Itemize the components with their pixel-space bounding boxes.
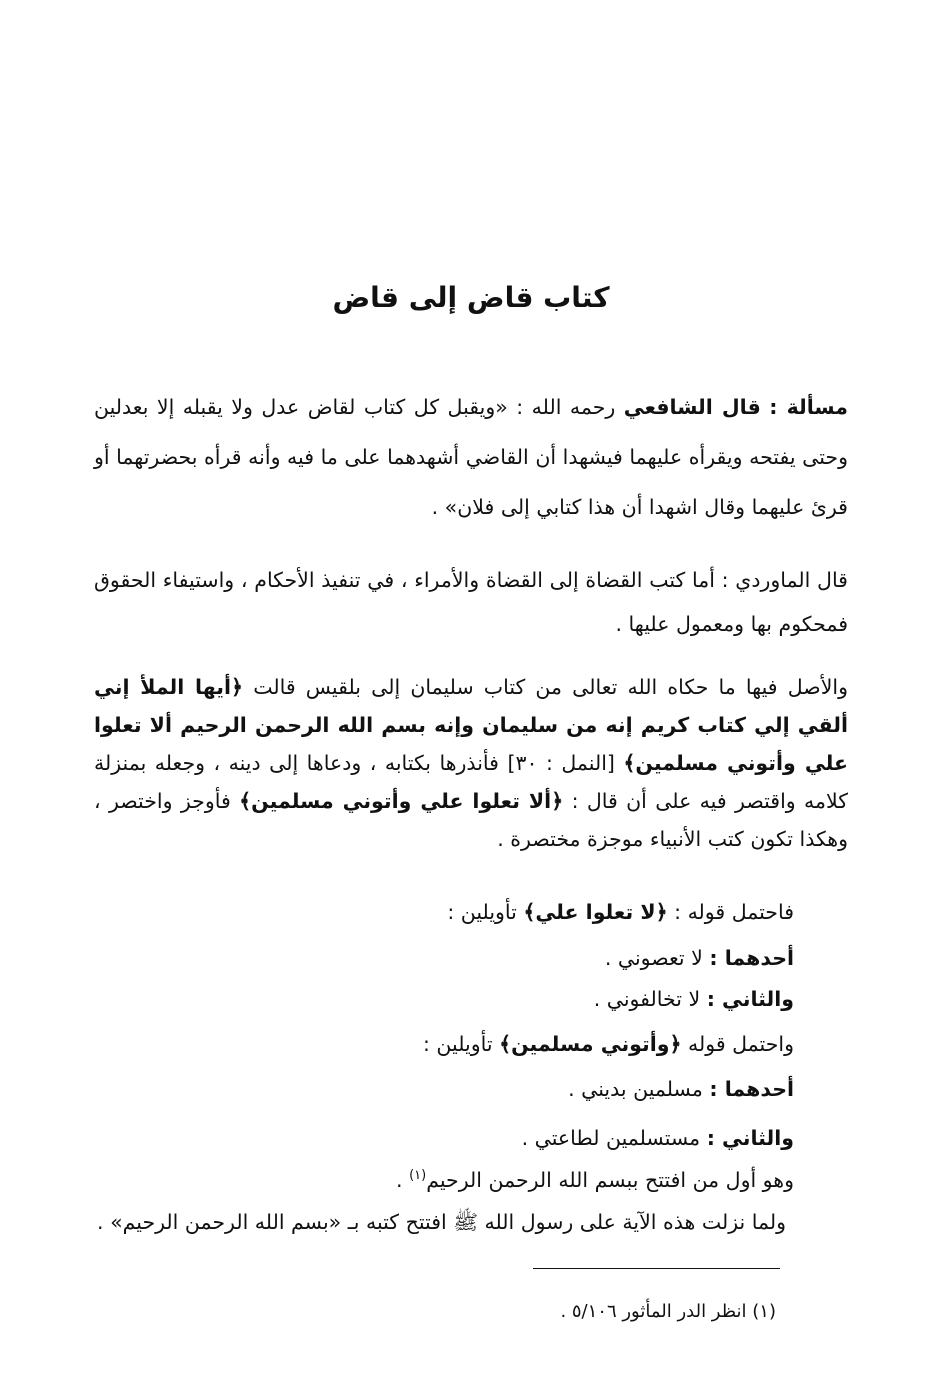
asl-tail: فأوجز واختصر ، وهكذا تكون كتب الأنبياء موجزة مختصرة . [94, 789, 848, 851]
interp2-verse: ﴿وأتوني مسلمين﴾ [499, 1032, 682, 1056]
second1-text: لا تخالفوني . [593, 987, 701, 1011]
issue-mercy: رحمه الله : [516, 395, 616, 419]
interp1-line [447, 896, 794, 928]
asl-intro: والأصل فيها ما حكاه الله تعالى من كتاب سليمان إلى بلقيس قالت [253, 675, 848, 699]
interp2-line [423, 1028, 794, 1060]
second2-line [522, 1122, 794, 1154]
footnote-divider [533, 1268, 780, 1269]
prophet-line: ولما نزلت هذه الآية على رسول الله ﷺ افتتح كتبه بـ «بسم الله الرحمن الرحيم» . [97, 1210, 786, 1234]
interp2-prefix: واحتمل قوله [688, 1032, 794, 1056]
first1-line [605, 942, 794, 974]
first2-label: أحدهما : [709, 1077, 794, 1101]
chapter-title: كتاب قاض إلى قاض [332, 281, 610, 314]
footnote-number: (١) [752, 1301, 776, 1322]
first2-text: مسلمين بديني . [568, 1077, 703, 1101]
interp1-prefix: فاحتمل قوله : [674, 900, 794, 924]
issue-quote: «ويقبل كل كتاب لقاض عدل ولا يقبله إلا بعدلين وحتى يفتحه ويقرأه عليهما فيشهدا أن القاضي أشهدهما على ما فيه وأنه قرأه بحضرتهما أو قرئ عليهما وقال اشهدا أن هذا كتابي إلى فلان» . [94, 395, 848, 519]
interp2-suffix: تأويلين : [422, 1032, 493, 1056]
first1-text: لا تعصوني . [604, 946, 703, 970]
second2-text: مستسلمين لطاعتي . [521, 1126, 701, 1150]
verse-reference: [النمل : ٣٠] [507, 751, 615, 775]
basmala-first-text: وهو أول من افتتح ببسم الله الرحمن الرحيم [426, 1167, 794, 1192]
asl-paragraph [94, 668, 848, 858]
mawardi-paragraph: قال الماوردي : أما كتب القضاة إلى القضاة والأمراء ، في تنفيذ الأحكام ، واستيفاء الحقوق فمحكوم بها ومعمول عليها . [94, 568, 848, 636]
quran-verse-short: ﴿ألا تعلوا علي وأتوني مسلمين﴾ [239, 789, 564, 813]
issue-paragraph [94, 382, 848, 532]
interp1-suffix: تأويلين : [447, 900, 517, 924]
issue-author: قال الشافعي [623, 395, 761, 419]
footnote-text: انظر الدر المأثور ٥/١٠٦ . [560, 1301, 747, 1322]
basmala-first-end: . [396, 1167, 403, 1192]
issue-label: مسألة : [769, 395, 848, 419]
quran-verse: ﴿أيها الملأ إني ألقي إلي كتاب كريم إنه من سليمان وإنه بسم الله الرحمن الرحيم ألا تعلوا علي وأتوني مسلمين﴾ [94, 675, 848, 775]
second1-label: والثاني : [706, 987, 794, 1011]
asl-mid: فأنذرها بكتابه ، ودعاها إلى دينه ، وجعله بمنزلة كلامه واقتصر فيه على أن قال : [94, 751, 848, 813]
footnote-marker: (١) [409, 1168, 427, 1183]
interp1-verse: ﴿لا تعلوا علي﴾ [523, 900, 668, 924]
second2-label: والثاني : [706, 1126, 794, 1150]
footnote [560, 1297, 776, 1327]
first2-line [568, 1073, 794, 1105]
second1-line [594, 983, 794, 1015]
first1-label: أحدهما : [709, 946, 794, 970]
basmala-first-line [396, 1160, 794, 1196]
